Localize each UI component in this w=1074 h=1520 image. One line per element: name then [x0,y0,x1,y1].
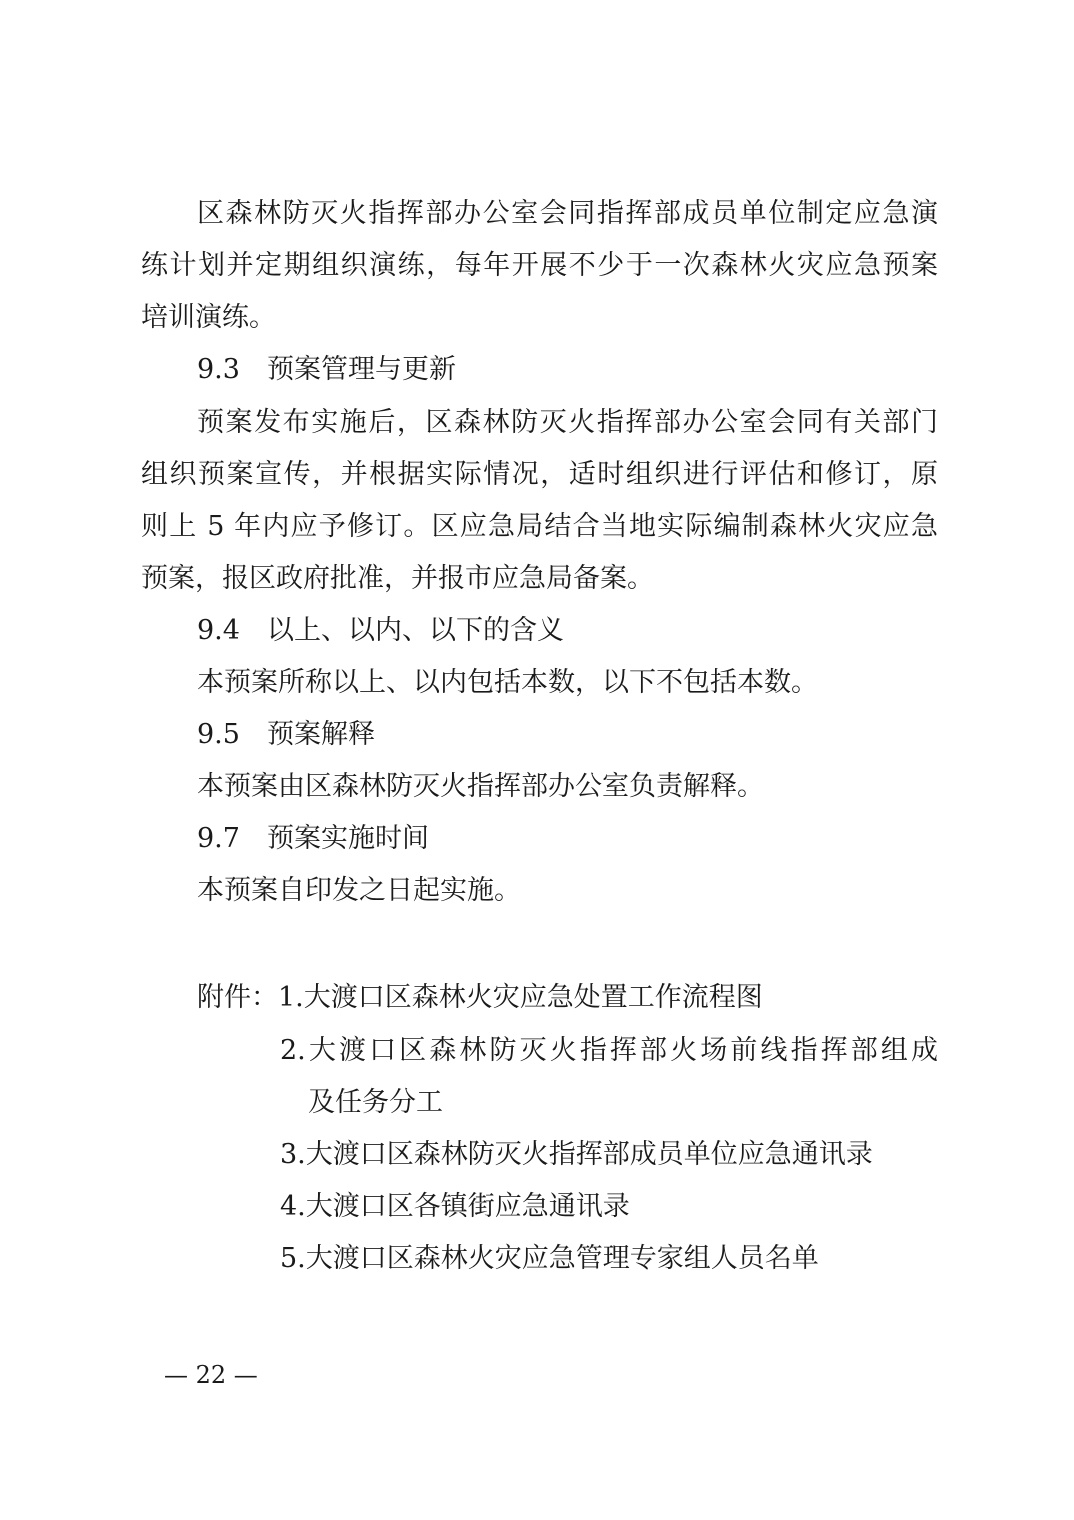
section-heading [197,613,564,649]
section-title: 预案管理与更新 [267,354,456,385]
section-number: 9.4 [197,615,240,646]
section-number: 9.7 [197,823,240,854]
attachment-item: 2.大渡口区森林防灭火指挥部火场前线指挥部组成 [280,1035,938,1066]
section-title: 预案实施时间 [267,823,429,854]
paragraph-line: 区森林防灭火指挥部办公室会同指挥部成员单位制定应急演 [197,198,938,229]
section-title: 以上、以内、以下的含义 [267,615,564,646]
section-heading [197,717,375,753]
paragraph-line: 练计划并定期组织演练，每年开展不少于一次森林火灾应急预案 [141,250,938,281]
attachment-item: 3.大渡口区森林防灭火指挥部成员单位应急通讯录 [280,1139,873,1170]
paragraph-line: 则上 5 年内应予修订。区应急局结合当地实际编制森林火灾应急 [141,511,938,542]
section-title: 预案解释 [267,719,375,750]
attachment-item: 1.大渡口区森林火灾应急处置工作流程图 [278,982,763,1013]
paragraph-line: 组织预案宣传，并根据实际情况，适时组织进行评估和修订，原 [141,459,938,490]
paragraph-line: 本预案自印发之日起实施。 [197,875,521,906]
page-number: — 22 — [164,1361,258,1389]
attachment-line [197,980,763,1016]
paragraph-line: 本预案所称以上、以内包括本数，以下不包括本数。 [197,667,818,698]
attachment-item-continuation: 及任务分工 [308,1087,443,1118]
paragraph-line: 本预案由区森林防灭火指挥部办公室负责解释。 [197,771,764,802]
attachment-item: 5.大渡口区森林火灾应急管理专家组人员名单 [280,1243,819,1274]
section-number: 9.5 [197,719,240,750]
section-heading [197,821,429,857]
attachment-item: 4.大渡口区各镇街应急通讯录 [280,1191,630,1222]
paragraph-line: 预案发布实施后，区森林防灭火指挥部办公室会同有关部门 [197,407,938,438]
section-heading [197,352,456,388]
paragraph-line: 预案，报区政府批准，并报市应急局备案。 [141,563,654,594]
attachment-label: 附件： [197,982,278,1013]
paragraph-line: 培训演练。 [141,302,276,333]
section-number: 9.3 [197,354,240,385]
